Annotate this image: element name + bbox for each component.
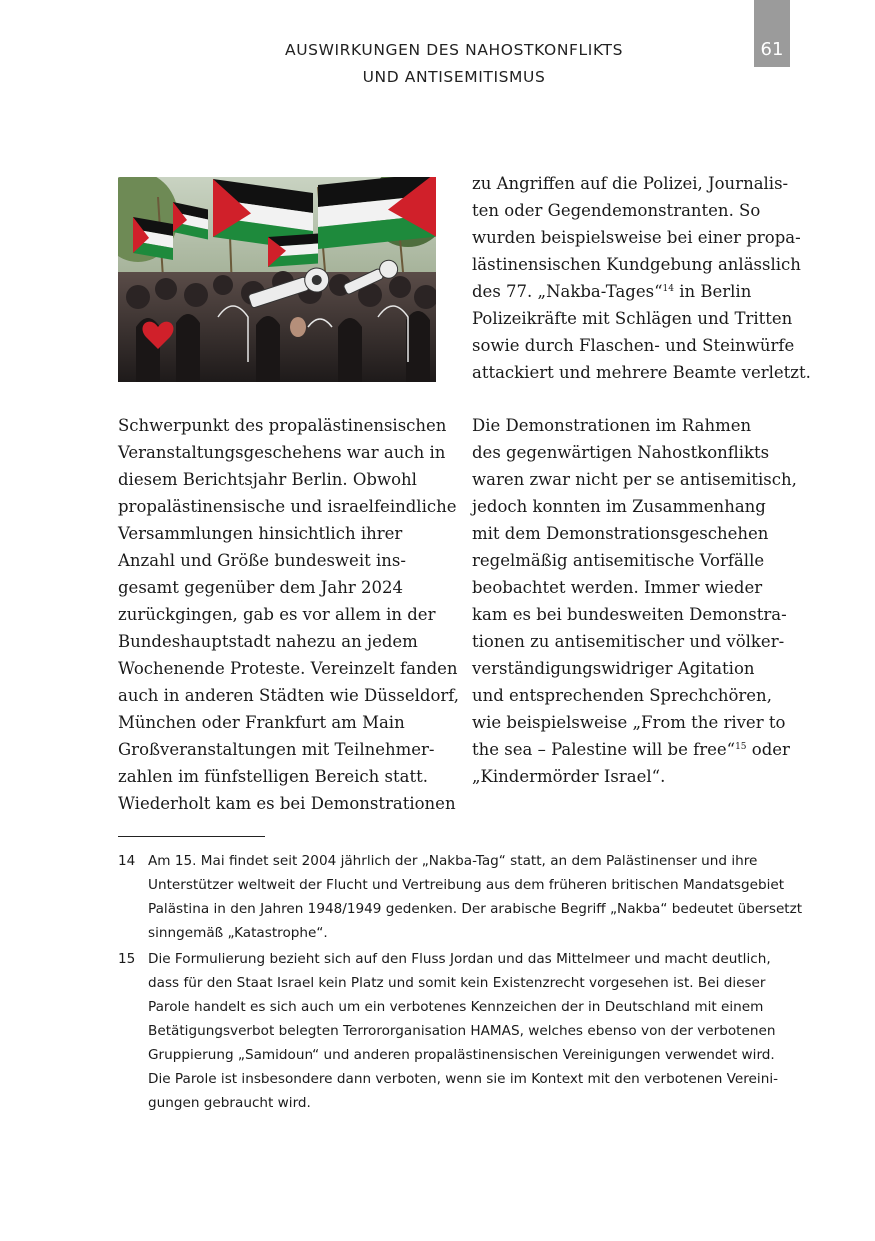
paragraph-left — [118, 412, 459, 817]
header-title-line-1: AUSWIRKUNGEN DES NAHOSTKONFLIKTS — [284, 41, 624, 59]
text-line: ten oder Gegendemonstranten. So — [472, 201, 761, 220]
footnote-line: Palästina in den Jahren 1948/1949 gedenken. Der arabische Begriff „Nakba“ bedeutet übersetzt — [148, 901, 803, 917]
footnote-ref-15[interactable]: 15 — [735, 742, 747, 752]
text-line: regelmäßig antisemitische Vorfälle — [472, 551, 765, 570]
header-title-line-2: UND ANTISEMITISMUS — [362, 68, 546, 86]
text-line: Wiederholt kam es bei Demonstrationen — [118, 794, 456, 813]
text-line: zahlen im fünfstelligen Bereich statt. — [118, 767, 428, 786]
paragraph-right-bottom — [472, 412, 797, 790]
footnote-divider — [118, 836, 265, 837]
running-header — [200, 37, 708, 91]
protest-photo — [118, 177, 436, 382]
text-line: lästinensischen Kundgebung anlässlich — [472, 255, 801, 274]
protest-photo-icon — [118, 177, 436, 382]
text-line: tionen zu antisemitischer und völker- — [472, 632, 785, 651]
text-line: jedoch konnten im Zusammenhang — [472, 497, 766, 516]
text-segment: oder — [746, 740, 790, 759]
footnote-line: Am 15. Mai findet seit 2004 jährlich der „Nakba-Tag“ statt, an dem Palästinenser und ihre — [148, 853, 758, 869]
footnote-15 — [118, 947, 798, 1115]
footnote-line: Parole handelt es sich auch um ein verbotenes Kennzeichen der in Deutschland mit einem — [148, 999, 764, 1015]
text-line: zurückgingen, gab es vor allem in der — [118, 605, 436, 624]
text-line-with-footnote-ref — [472, 736, 797, 763]
text-line-with-footnote-ref — [472, 278, 811, 305]
footnote-line: Die Formulierung bezieht sich auf den Fluss Jordan und das Mittelmeer und macht deutlich, — [148, 951, 771, 967]
text-line: Veranstaltungsgeschehens war auch in — [118, 443, 446, 462]
footnote-line: Die Parole ist insbesondere dann verboten, wenn sie im Kontext mit den verbotenen Vereini- — [148, 1071, 778, 1087]
page-number: 61 — [754, 0, 790, 67]
text-line: und entsprechenden Sprechchören, — [472, 686, 772, 705]
text-line: Die Demonstrationen im Rahmen — [472, 416, 752, 435]
text-line: Wochenende Proteste. Vereinzelt fanden — [118, 659, 458, 678]
paragraph-right-top — [472, 170, 811, 386]
text-segment: in Berlin — [673, 282, 752, 301]
footnote-number: 14 — [118, 853, 136, 869]
footnote-line: Betätigungsverbot belegten Terrororganisation HAMAS, welches ebenso von der verbotenen — [148, 1023, 776, 1039]
text-line: gesamt gegenüber dem Jahr 2024 — [118, 578, 403, 597]
text-line: Bundeshauptstadt nahezu an jedem — [118, 632, 418, 651]
text-line: beobachtet werden. Immer wieder — [472, 578, 763, 597]
text-line: Versammlungen hinsichtlich ihrer — [118, 524, 403, 543]
text-line: zu Angriffen auf die Polizei, Journalis- — [472, 174, 789, 193]
text-segment: des 77. „Nakba-Tages“ — [472, 282, 663, 301]
text-line: Schwerpunkt des propalästinensischen — [118, 416, 447, 435]
text-line: sowie durch Flaschen- und Steinwürfe — [472, 336, 795, 355]
text-segment: the sea – Palestine will be free“ — [472, 740, 736, 759]
text-line: waren zwar nicht per se antisemitisch, — [472, 470, 797, 489]
footnote-line: sinngemäß „Katastrophe“. — [148, 925, 328, 941]
footnote-line: Gruppierung „Samidoun“ und anderen propalästinensischen Vereinigungen verwendet wird. — [148, 1047, 775, 1063]
text-line: wie beispielsweise „From the river to — [472, 713, 786, 732]
text-line: Anzahl und Größe bundesweit ins- — [118, 551, 406, 570]
text-line: wurden beispielsweise bei einer propa- — [472, 228, 801, 247]
footnote-number: 15 — [118, 951, 136, 967]
text-line: kam es bei bundesweiten Demonstra- — [472, 605, 787, 624]
text-line: mit dem Demonstrationsgeschehen — [472, 524, 769, 543]
footnote-line: dass für den Staat Israel kein Platz und somit kein Existenzrecht vorgesehen ist. Bei dieser — [148, 975, 766, 991]
footnotes — [118, 849, 803, 1117]
footnote-ref-14[interactable]: 14 — [662, 284, 674, 294]
text-line: auch in anderen Städten wie Düsseldorf, — [118, 686, 460, 705]
text-line: diesem Berichtsjahr Berlin. Obwohl — [118, 470, 417, 489]
text-line: propalästinensische und israelfeindliche — [118, 497, 457, 516]
footnote-line: gungen gebraucht wird. — [148, 1095, 311, 1111]
footnote-line: Unterstützer weltweit der Flucht und Vertreibung aus dem früheren britischen Mandatsgebiet — [148, 877, 785, 893]
footnote-14 — [118, 849, 803, 945]
text-line: „Kindermörder Israel“. — [472, 767, 666, 786]
text-line: des gegenwärtigen Nahostkonflikts — [472, 443, 770, 462]
text-line: verständigungswidriger Agitation — [472, 659, 755, 678]
text-line: München oder Frankfurt am Main — [118, 713, 405, 732]
text-line: Großveranstaltungen mit Teilnehmer- — [118, 740, 435, 759]
text-line: Polizeikräfte mit Schlägen und Tritten — [472, 309, 793, 328]
text-line: attackiert und mehrere Beamte verletzt. — [472, 363, 811, 382]
